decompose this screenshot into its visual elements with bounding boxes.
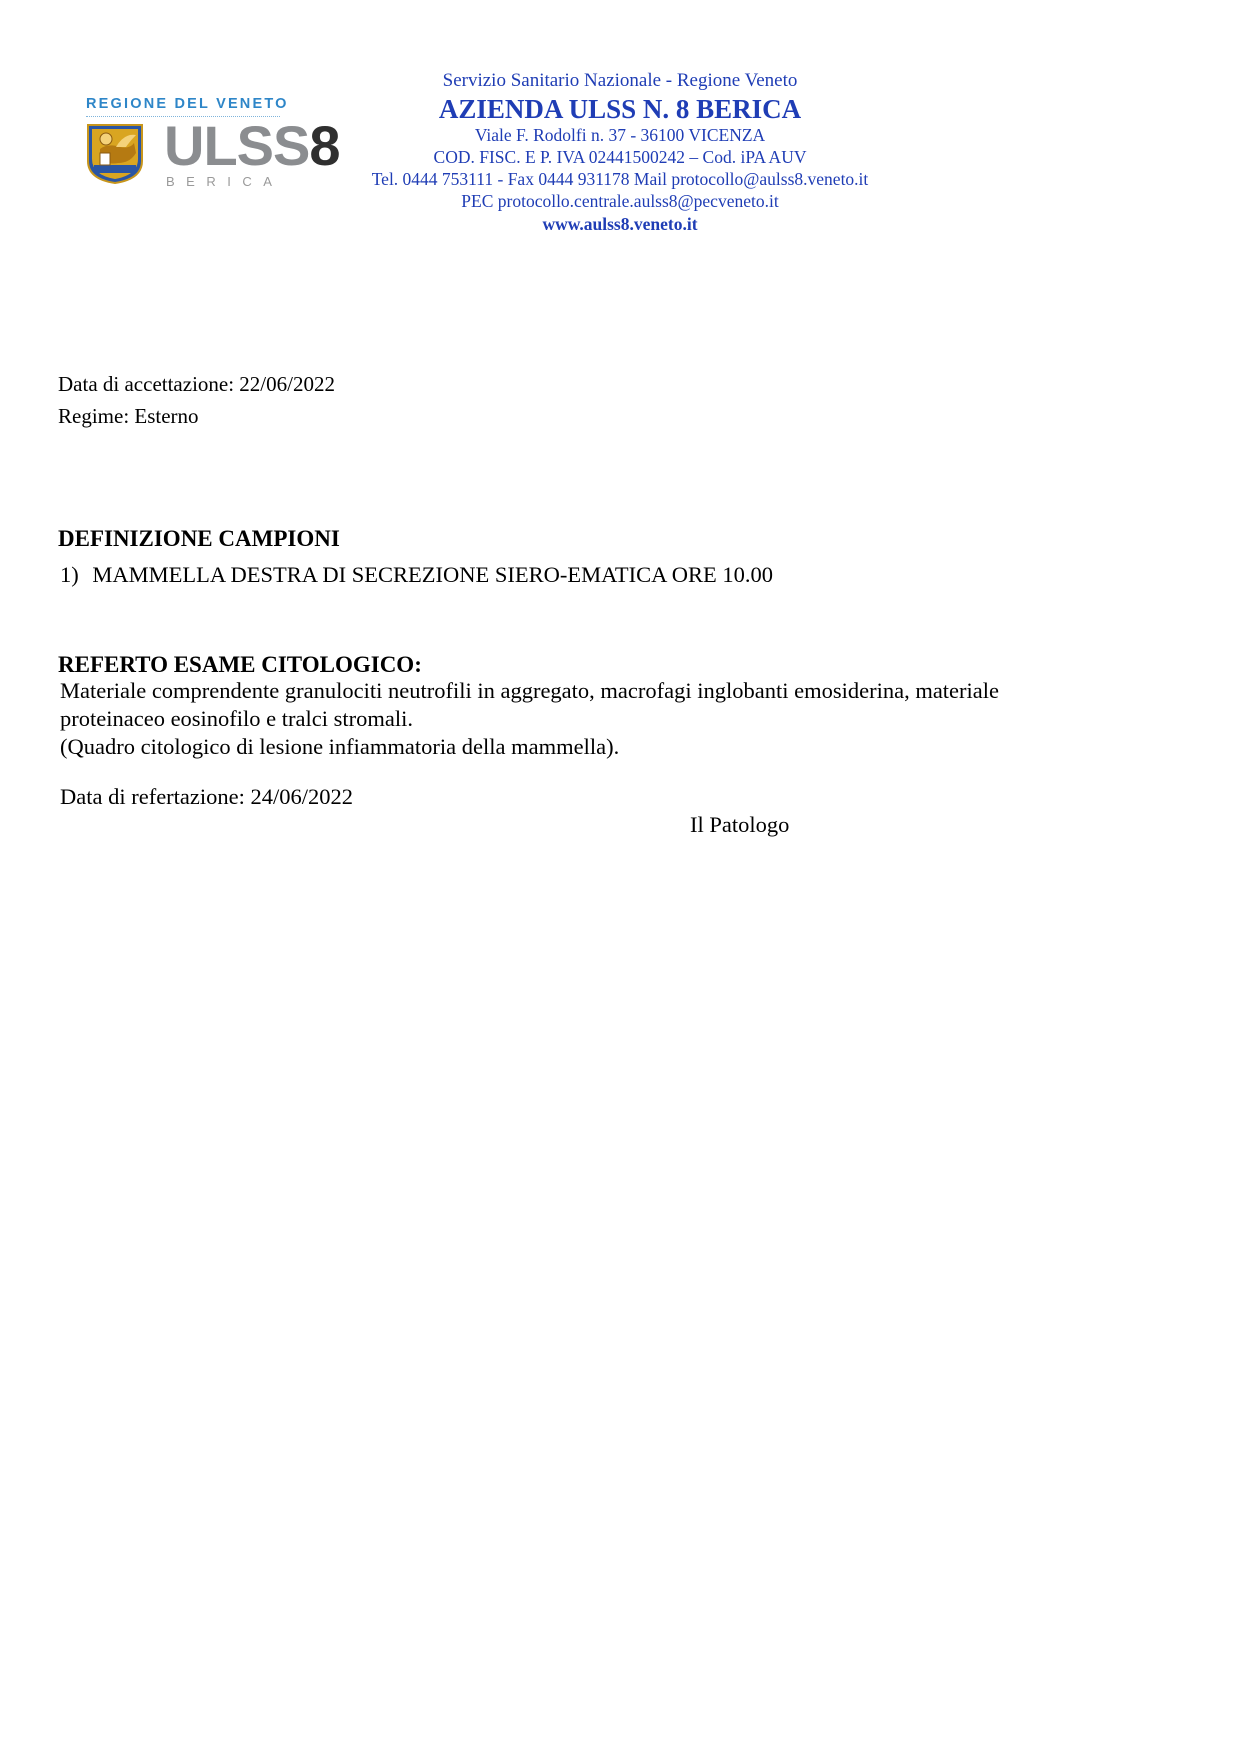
- organization-header: [330, 68, 910, 236]
- service-line: Servizio Sanitario Nazionale - Regione Veneto: [442, 70, 798, 91]
- lion-crest-icon: [86, 123, 144, 185]
- report-section-title: REFERTO ESAME CITOLOGICO:: [58, 652, 422, 677]
- report-body: [60, 677, 1180, 761]
- address-line: Viale F. Rodolfi n. 37 - 36100 VICENZA: [474, 125, 766, 145]
- report-date: Data di refertazione: 24/06/2022: [60, 784, 354, 809]
- logo-ulss8-mark: [164, 114, 340, 177]
- regime: Regime: Esterno: [58, 404, 199, 428]
- ulss8-logo: [86, 96, 340, 192]
- logo-ulss-letters: ULSS: [164, 114, 310, 177]
- report-line: Materiale comprendente granulociti neutrofili in aggregato, macrofagi inglobanti emosiderina, materiale: [60, 678, 1000, 703]
- signer-label: Il Patologo: [690, 812, 790, 837]
- logo-region-text: REGIONE DEL VENETO: [86, 96, 289, 112]
- acceptance-info: [58, 368, 335, 432]
- sample-index: 1): [60, 562, 79, 587]
- report-line: proteinaceo eosinofilo e tralci stromali.: [60, 706, 414, 731]
- fiscal-code-line: COD. FISC. E P. IVA 02441500242 – Cod. iPA AUV: [433, 147, 807, 167]
- contacts-line: Tel. 0444 753111 - Fax 0444 931178 Mail protocollo@aulss8.veneto.it: [371, 169, 869, 189]
- sample-item: [60, 562, 773, 588]
- sample-description: MAMMELLA DESTRA DI SECREZIONE SIERO-EMATICA ORE 10.00: [92, 562, 774, 587]
- report-line: (Quadro citologico di lesione infiammatoria della mammella).: [60, 734, 620, 759]
- logo-berica-text: BERICA: [166, 174, 284, 189]
- samples-section-title: DEFINIZIONE CAMPIONI: [58, 526, 340, 551]
- agency-name: AZIENDA ULSS N. 8 BERICA: [438, 94, 802, 124]
- website-link[interactable]: www.aulss8.veneto.it: [542, 214, 698, 234]
- pec-line: PEC protocollo.centrale.aulss8@pecveneto.it: [461, 191, 779, 211]
- logo-number: 8: [309, 114, 340, 177]
- acceptance-date: Data di accettazione: 22/06/2022: [58, 372, 335, 396]
